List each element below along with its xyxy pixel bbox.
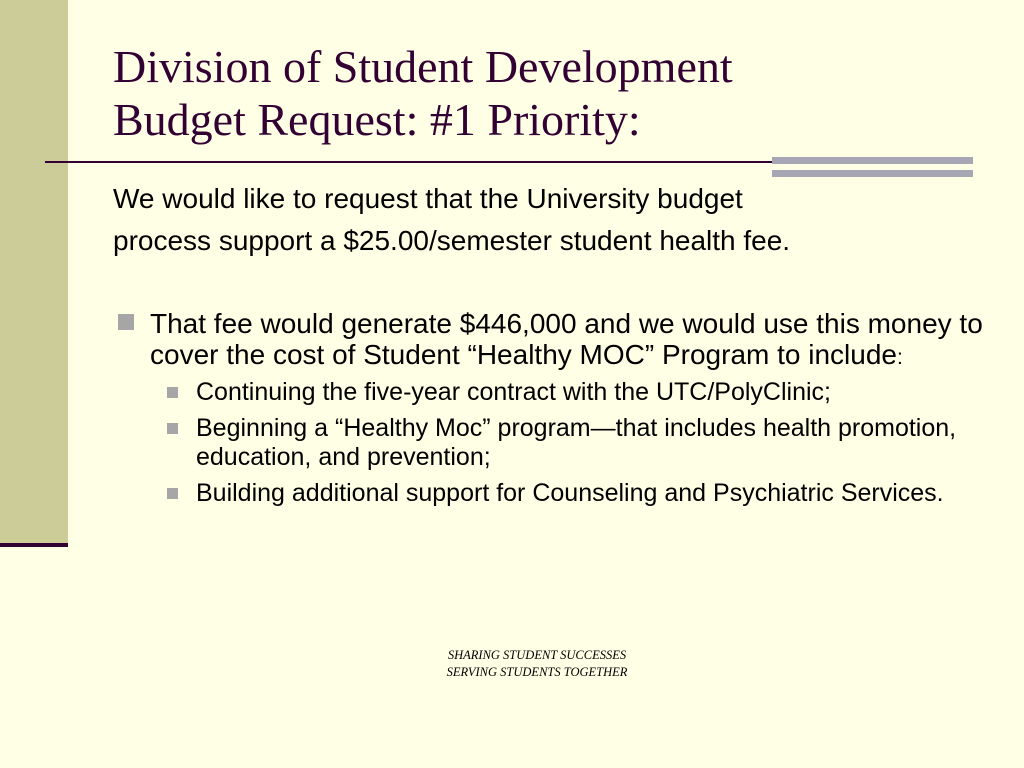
accent-bar-bottom	[772, 170, 973, 177]
accent-bar-top	[772, 157, 973, 164]
sub-bullet-text-program: Beginning a “Healthy Moc” program—that includes health promotion, education, and prevention;	[196, 414, 957, 471]
intro-line-1: We would like to request that the University budget	[113, 183, 743, 214]
slide-title-line-2: Budget Request: #1 Priority:	[113, 94, 641, 145]
slide-title-line-1: Division of Student Development	[113, 41, 733, 92]
left-band-rule	[0, 543, 68, 547]
slide-footer	[337, 647, 737, 681]
sub-bullet-item	[159, 378, 993, 407]
footer-line-2: SERVING STUDENTS TOGETHER	[446, 665, 628, 679]
square-bullet-icon	[167, 488, 178, 499]
sub-bullet-text-counseling: Building additional support for Counseling and Psychiatric Services.	[196, 479, 944, 507]
sub-bullet-list	[150, 378, 993, 508]
left-decorative-band	[0, 0, 68, 543]
bullet-item-fee	[113, 308, 993, 508]
slide-title	[113, 40, 993, 146]
sub-bullet-text-contract: Continuing the five-year contract with the UTC/PolyClinic;	[196, 378, 831, 406]
square-bullet-icon	[167, 423, 178, 434]
footer-line-1: SHARING STUDENT SUCCESSES	[447, 648, 627, 662]
sub-bullet-item	[159, 414, 993, 472]
bullet-list	[113, 308, 993, 515]
sub-bullet-item	[159, 479, 993, 508]
intro-paragraph	[113, 178, 993, 262]
square-bullet-icon	[118, 314, 134, 330]
bullet-fee-text: That fee would generate $446,000 and we would use this money to cover the cost of Student “Healthy MOC” Program to include	[150, 308, 983, 370]
square-bullet-icon	[167, 387, 178, 398]
title-underline-rule	[45, 161, 772, 163]
bullet-fee-colon: :	[897, 346, 903, 369]
intro-line-2: process support a $25.00/semester student health fee.	[113, 225, 791, 256]
